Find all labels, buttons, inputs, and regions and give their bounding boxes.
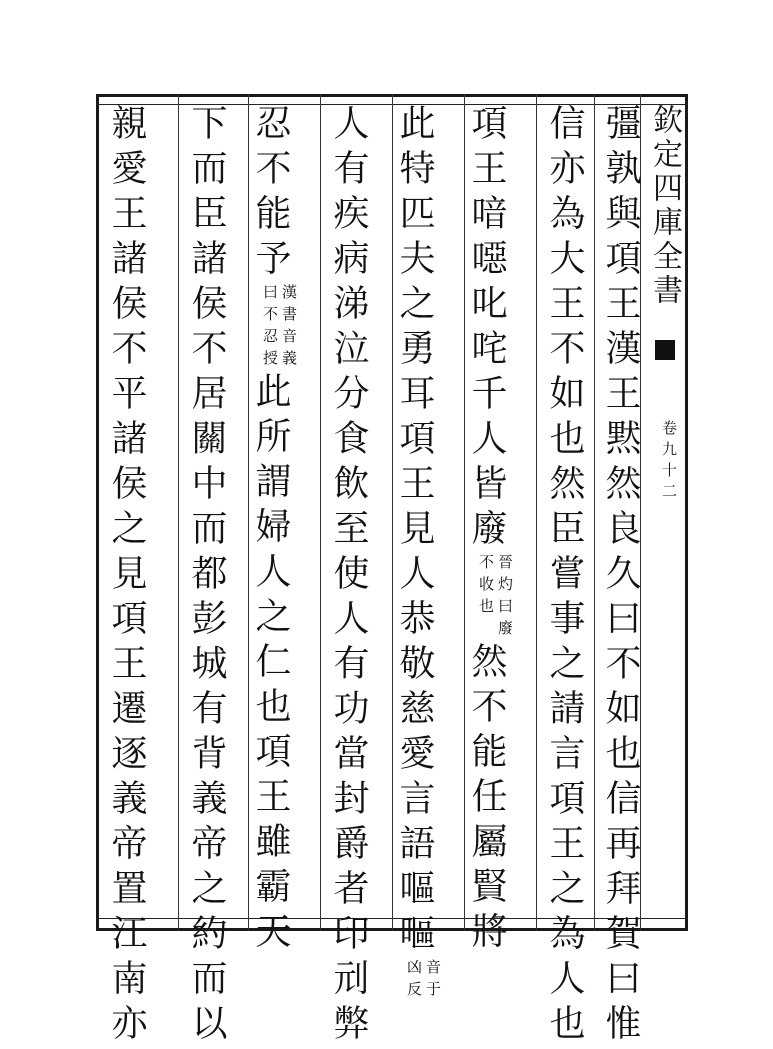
main-text: 此特匹夫之勇耳項王見人恭敬慈愛言語嘔嘔 [394,104,435,959]
column-divider [594,94,595,931]
main-text: 信亦為大王不如也然臣嘗事之請言項王之為人也 [544,104,585,1049]
main-text: 人有疾病涕泣分食飲至使人有功當封爵者印刓弊 [328,104,369,1049]
main-text: 下而臣諸侯不居關中而都彭城有背義帝之約而以 [186,104,227,1049]
column-divider [178,94,179,931]
note-line: 晉灼曰廢 [496,554,514,642]
text-column-8 [104,104,148,1049]
note-line: 不收也 [477,554,495,620]
text-column-1 [598,104,642,1049]
column-divider [320,94,321,931]
fishtail-mark [655,340,675,360]
interlinear-note [404,959,442,1003]
main-text: 彊孰與項王漢王黙然良久曰不如也信再拜賀曰惟 [600,104,641,1049]
main-text: 忍不能予 [250,104,291,284]
interlinear-note [476,554,514,642]
text-column-2 [542,104,586,1049]
main-text: 此所謂婦人之仁也項王雖霸天 [250,372,291,957]
main-text: 親愛王諸侯不平諸侯之見項王遷逐義帝置江南亦 [106,104,147,1049]
note-line: 音于 [424,959,442,1003]
note-line: 凶反 [405,959,423,1003]
note-line: 曰不忍授 [261,284,279,372]
book-title: 欽定四庫全書 [647,104,682,308]
interlinear-note [260,284,298,372]
main-text: 然不能任屬賢將 [466,642,507,957]
text-column-5 [326,104,370,1049]
note-line: 漢書音義 [280,284,298,372]
text-column-3 [466,104,514,957]
text-column-4 [394,104,442,1003]
text-column-6 [250,104,298,957]
column-divider [536,94,537,931]
main-text: 項王喑噁叱咤千人皆廢 [466,104,507,554]
text-column-7 [184,104,228,1049]
volume-label: 卷九十二 [660,420,678,504]
